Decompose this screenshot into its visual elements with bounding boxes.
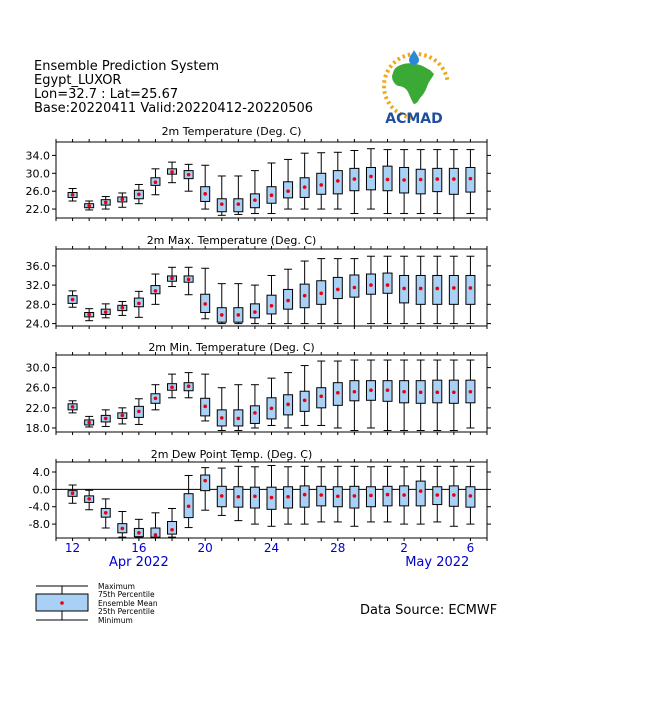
legend-label: 75th Percentile [98, 590, 155, 599]
mean-marker [253, 198, 257, 202]
mean-marker [203, 405, 207, 409]
mean-marker [319, 183, 323, 187]
mean-marker [303, 185, 307, 189]
x-tick-label: 20 [197, 541, 213, 555]
box-iqr [449, 168, 458, 194]
box-iqr [366, 167, 375, 189]
mean-marker [170, 528, 174, 532]
mean-marker [237, 495, 241, 499]
y-tick-label: 28.0 [25, 298, 50, 312]
mean-marker [286, 299, 290, 303]
mean-marker [121, 414, 125, 418]
mean-marker [319, 291, 323, 295]
mean-marker [270, 496, 274, 500]
box-iqr [466, 275, 475, 304]
mean-marker [253, 310, 257, 314]
y-tick-label: 22.0 [25, 203, 50, 217]
mean-marker [386, 178, 390, 182]
x-tick-label: 28 [330, 541, 346, 555]
mean-marker [286, 495, 290, 499]
mean-marker [154, 533, 158, 537]
mean-marker [170, 385, 174, 389]
station-name: Egypt_LUXOR [34, 73, 122, 88]
mean-marker [386, 283, 390, 287]
mean-marker [303, 398, 307, 402]
mean-marker [237, 313, 241, 317]
mean-marker [71, 405, 75, 409]
mean-marker [187, 504, 191, 508]
mean-marker [121, 197, 125, 201]
mean-marker [469, 286, 473, 290]
mean-marker [452, 286, 456, 290]
mean-marker [319, 493, 323, 497]
mean-marker [253, 411, 257, 415]
y-tick-label: 18.0 [25, 421, 50, 435]
mean-marker [87, 204, 91, 208]
mean-marker [203, 302, 207, 306]
y-tick-label: 30.0 [25, 361, 50, 375]
mean-marker [203, 479, 207, 483]
mean-marker [336, 391, 340, 395]
y-tick-label: 24.0 [25, 317, 50, 331]
panel-4 [29, 448, 491, 541]
panel-title: 2m Max. Temperature (Deg. C) [146, 234, 317, 247]
y-tick-label: 34.0 [25, 149, 50, 163]
y-tick-label: 32.0 [25, 279, 50, 293]
mean-marker [71, 193, 75, 197]
mean-marker [104, 417, 108, 421]
mean-marker [220, 416, 224, 420]
mean-marker [435, 493, 439, 497]
legend-label: Minimum [98, 616, 133, 624]
mean-marker [237, 202, 241, 206]
mean-marker [319, 394, 323, 398]
mean-marker [270, 304, 274, 308]
mean-marker [220, 313, 224, 317]
y-tick-label: 26.0 [25, 185, 50, 199]
box-iqr [416, 481, 425, 506]
mean-marker [402, 390, 406, 394]
mean-marker [402, 178, 406, 182]
mean-marker [137, 531, 141, 535]
mean-marker [353, 286, 357, 290]
mean-marker [87, 497, 91, 501]
mean-marker [187, 384, 191, 388]
mean-marker [303, 294, 307, 298]
panel-1 [26, 125, 492, 221]
mean-marker [137, 302, 141, 306]
mean-marker [187, 278, 191, 282]
mean-marker [87, 421, 91, 425]
mean-marker [435, 287, 439, 291]
mean-marker [386, 388, 390, 392]
y-tick-label: 0.0 [32, 483, 50, 497]
mean-marker [369, 283, 373, 287]
mean-marker [71, 491, 75, 495]
mean-marker [104, 511, 108, 515]
box-iqr [168, 521, 177, 534]
y-tick-label: 26.0 [25, 381, 50, 395]
mean-marker [170, 170, 174, 174]
mean-marker [419, 178, 423, 182]
data-source: Data Source: ECMWF [360, 603, 498, 618]
x-tick-label: 2 [400, 541, 408, 555]
mean-marker [220, 202, 224, 206]
mean-marker [104, 310, 108, 314]
panel-title: 2m Dew Point Temp. (Deg. C) [150, 448, 313, 461]
mean-marker [336, 495, 340, 499]
mean-marker [270, 193, 274, 197]
base-valid-dates: Base:20220411 Valid:20220412-20220506 [34, 101, 314, 116]
box-iqr [201, 475, 210, 491]
mean-marker [286, 403, 290, 407]
mean-marker [435, 390, 439, 394]
x-month-label: Apr 2022 [109, 555, 169, 570]
mean-marker [137, 410, 141, 414]
y-tick-label: -8.0 [28, 518, 50, 532]
y-tick-label: 4.0 [32, 465, 50, 479]
y-tick-label: 36.0 [25, 259, 50, 273]
mean-marker [270, 407, 274, 411]
system-title: Ensemble Prediction System [34, 59, 220, 74]
mean-marker [353, 177, 357, 181]
mean-marker [469, 390, 473, 394]
mean-marker [71, 298, 75, 302]
mean-marker [419, 489, 423, 493]
mean-marker [419, 390, 423, 394]
mean-marker [369, 494, 373, 498]
x-tick-label: 24 [263, 541, 280, 555]
mean-marker [336, 288, 340, 292]
mean-marker [469, 177, 473, 181]
mean-marker [419, 287, 423, 291]
box-iqr [449, 275, 458, 304]
mean-marker [353, 390, 357, 394]
legend-mean-marker [60, 601, 64, 605]
mean-marker [220, 494, 224, 498]
acmad-logo-text: ACMAD [385, 111, 443, 126]
mean-marker [369, 175, 373, 179]
mean-marker [154, 289, 158, 293]
legend-label: Maximum [98, 582, 135, 591]
mean-marker [121, 306, 125, 310]
legend-label: Ensemble Mean [98, 599, 158, 608]
panel-3 [26, 341, 492, 435]
mean-marker [402, 493, 406, 497]
mean-marker [435, 177, 439, 181]
mean-marker [203, 192, 207, 196]
x-tick-label: 6 [466, 541, 475, 555]
legend [30, 582, 230, 624]
box-iqr [300, 486, 309, 507]
mean-marker [303, 493, 307, 497]
mean-marker [386, 493, 390, 497]
mean-marker [353, 494, 357, 498]
station-coordinates: Lon=32.7 : Lat=25.67 [34, 87, 179, 102]
mean-marker [286, 189, 290, 193]
box-iqr [383, 273, 392, 293]
y-tick-label: 30.0 [25, 167, 50, 181]
panel-title: 2m Min. Temperature (Deg. C) [148, 341, 315, 354]
mean-marker [137, 193, 141, 197]
mean-marker [187, 173, 191, 177]
mean-marker [154, 396, 158, 400]
y-tick-label: 22.0 [25, 401, 50, 415]
mean-marker [469, 494, 473, 498]
x-tick-label: 16 [131, 541, 147, 555]
x-month-label: May 2022 [405, 555, 470, 570]
mean-marker [402, 287, 406, 291]
panel-title: 2m Temperature (Deg. C) [161, 125, 302, 138]
mean-marker [253, 495, 257, 499]
mean-marker [87, 313, 91, 317]
mean-marker [104, 201, 108, 205]
mean-marker [170, 277, 174, 281]
mean-marker [121, 527, 125, 531]
legend-label: 25th Percentile [98, 607, 155, 616]
y-tick-label: -4.0 [28, 500, 50, 514]
mean-marker [336, 179, 340, 183]
mean-marker [452, 390, 456, 394]
mean-marker [369, 388, 373, 392]
mean-marker [237, 417, 241, 421]
box-iqr [416, 169, 425, 194]
mean-marker [154, 180, 158, 184]
x-tick-label: 12 [64, 541, 81, 555]
panel-2 [26, 234, 492, 331]
mean-marker [452, 177, 456, 181]
mean-marker [452, 493, 456, 497]
